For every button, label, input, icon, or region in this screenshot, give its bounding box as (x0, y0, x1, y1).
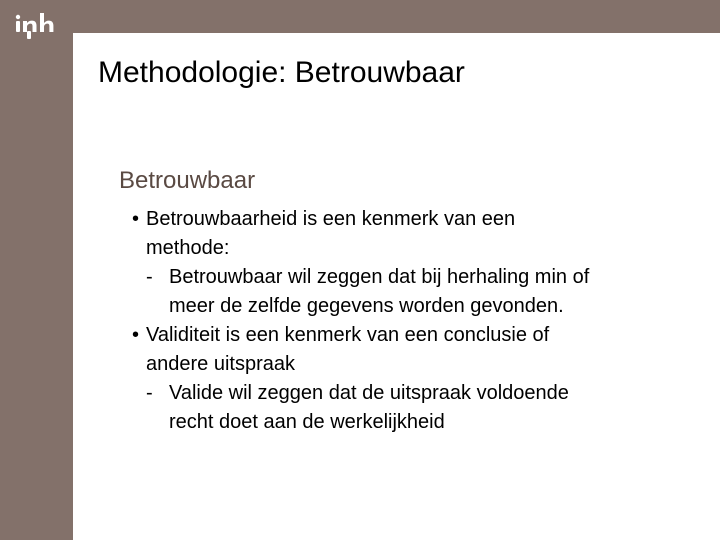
bullet-text-continued: andere uitspraak (146, 353, 295, 375)
bullet-item (132, 321, 692, 437)
bullet-text-continued: methode: (146, 237, 230, 259)
bullet-line (132, 205, 692, 234)
sub-bullet-text-continued: recht doet aan de werkelijkheid (169, 411, 445, 433)
bullet-item (132, 205, 692, 321)
sub-bullet-mark: - (146, 382, 153, 404)
slide-title: Methodologie: Betrouwbaar (98, 56, 465, 89)
bullet-line (132, 321, 692, 350)
inholland-logo-icon (14, 12, 58, 42)
sub-bullet-mark: - (146, 266, 153, 288)
sub-bullet-line (132, 263, 692, 292)
left-frame-bar (0, 0, 73, 540)
top-frame-bar (0, 0, 720, 33)
sub-bullet-text-continued: meer de zelfde gegevens worden gevonden. (169, 295, 564, 317)
bullet-text: Validiteit is een kenmerk van een conclusie of (146, 324, 550, 346)
sub-bullet-text: Betrouwbaar wil zeggen dat bij herhaling min of (169, 266, 590, 288)
sub-bullet-line (132, 379, 692, 408)
sub-bullet-text: Valide wil zeggen dat de uitspraak voldoende (169, 382, 569, 404)
bullet-list (132, 205, 692, 437)
bullet-mark: • (132, 324, 140, 346)
bullet-text: Betrouwbaarheid is een kenmerk van een (146, 208, 516, 230)
bullet-mark: • (132, 208, 140, 230)
section-heading: Betrouwbaar (119, 167, 256, 194)
